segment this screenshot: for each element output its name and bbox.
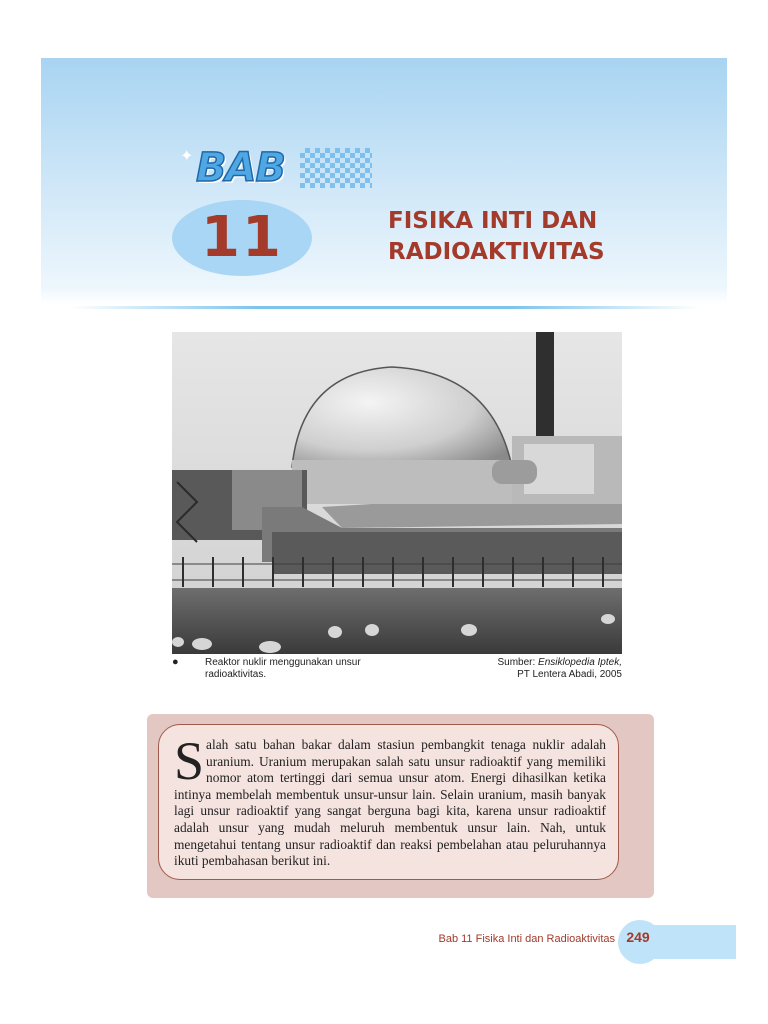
- sparkle-icon: ✦: [180, 146, 194, 165]
- figure-caption: Reaktor nuklir menggunakan unsur radioaktivitas.: [205, 657, 361, 680]
- reactor-photo: [172, 332, 622, 654]
- checker-pattern: [300, 148, 372, 188]
- header-divider: [70, 306, 700, 309]
- chapter-title-line2: RADIOAKTIVITAS: [388, 239, 605, 265]
- caption-bullet-icon: ●: [172, 656, 179, 668]
- chapter-number: 11: [201, 205, 283, 270]
- chapter-title: [388, 206, 708, 268]
- source-publisher: PT Lentera Abadi, 2005: [517, 669, 622, 680]
- intro-box: [158, 724, 619, 880]
- intro-paragraph: [174, 731, 606, 870]
- running-title: Bab 11 Fisika Inti dan Radioaktivitas: [438, 933, 615, 945]
- chapter-title-line1: FISIKA INTI DAN: [388, 208, 598, 234]
- drop-cap: S: [174, 731, 205, 791]
- bab-label: BAB: [196, 145, 285, 191]
- source-title: Ensiklopedia Iptek,: [538, 657, 622, 668]
- figure-source: [420, 657, 622, 681]
- source-label: Sumber:: [497, 657, 536, 668]
- page-number: 249: [626, 929, 650, 945]
- header-fade: [41, 288, 727, 304]
- intro-text: alah satu bahan bakar dalam stasiun pembangkit tenaga nuklir adalah uranium. Uranium merupakan salah satu unsur radioaktif yang memiliki nomor atom tertinggi dari semua unsur atom. Energi dihasilkan ketika intinya membelah membentuk unsur-unsur lain. Selain uranium, masih banyak lagi unsur radioaktif yang sangat berguna bagi kita, karena unsur radioaktif adalah unsur yang mudah meluruh membentuk unsur lain. Nah, untuk mengetahui tentang unsur radioaktif dan reaksi pembelahan atau peluruhannya ikuti pembahasan berikut ini.: [174, 737, 606, 869]
